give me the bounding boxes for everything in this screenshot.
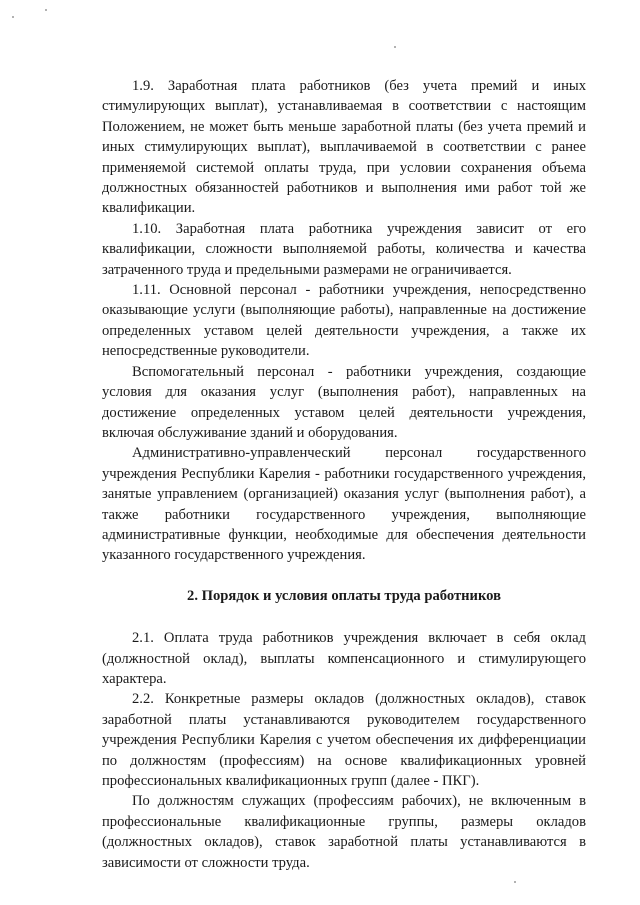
scan-speck <box>514 881 516 883</box>
scan-speck <box>394 46 396 48</box>
paragraph-unlisted-positions: По должностям служащих (профессиям рабочих), не включенным в профессиональные квалификационные группы, размеры окладов (должностных окладов), ставок заработной платы устанавливаются в зависимости от сложности труда. <box>102 793 586 871</box>
scan-speck <box>12 16 14 18</box>
paragraph-1-9: 1.9. Заработная плата работников (без учета премий и иных стимулирующих выплат), устанавливаемая в соответствии с настоящим Положением, не может быть меньше заработной платы (без учета премий и иных стимулирующих выплат), выплачиваемой в соответствии с ранее применяемой системой оплаты труда, при условии сохранения объема должностных обязанностей работников и выполнения ими работ той же квалификации. <box>102 78 586 217</box>
paragraph-1-10: 1.10. Заработная плата работника учреждения зависит от его квалификации, сложности выполняемой работы, количества и качества затраченного труда и предельными размерами не ограничивается. <box>102 220 586 278</box>
paragraph-auxiliary-staff: Вспомогательный персонал - работники учреждения, создающие условия для оказания услуг (выполнения работ), направленных на достижение определенных уставом целей деятельности учреждения, включая обслуживание зданий и оборудования. <box>102 363 586 441</box>
paragraph-2-2: 2.2. Конкретные размеры окладов (должностных окладов), ставок заработной платы устанавливаются руководителем государственного учреждения Республики Карелия с учетом обеспечения их дифференциации по должностям (профессиям) на основе квалификационных уровней профессиональных квалификационных групп (далее - ПКГ). <box>102 691 586 789</box>
document-body <box>102 76 586 873</box>
paragraph-admin-staff: Административно-управленческий персонал государственного учреждения Республики Карелия - работники государственного учреждения, занятые управлением (организацией) оказания услуг (выполнения работ), а также работники государственного учреждения, выполняющие административные функции, необходимые для обеспечения деятельности указанного государственного учреждения. <box>102 445 586 564</box>
paragraph-2-1: 2.1. Оплата труда работников учреждения включает в себя оклад (должностной оклад), выплаты компенсационного и стимулирующего характера. <box>102 630 586 687</box>
scan-speck <box>45 9 47 11</box>
section-2-heading: 2. Порядок и условия оплаты труда работников <box>187 587 501 604</box>
paragraph-1-11: 1.11. Основной персонал - работники учреждения, непосредственно оказывающие услуги (выполняющие работы), направленные на достижение определенных уставом целей деятельности учреждения, а также их непосредственные руководители. <box>102 282 586 360</box>
